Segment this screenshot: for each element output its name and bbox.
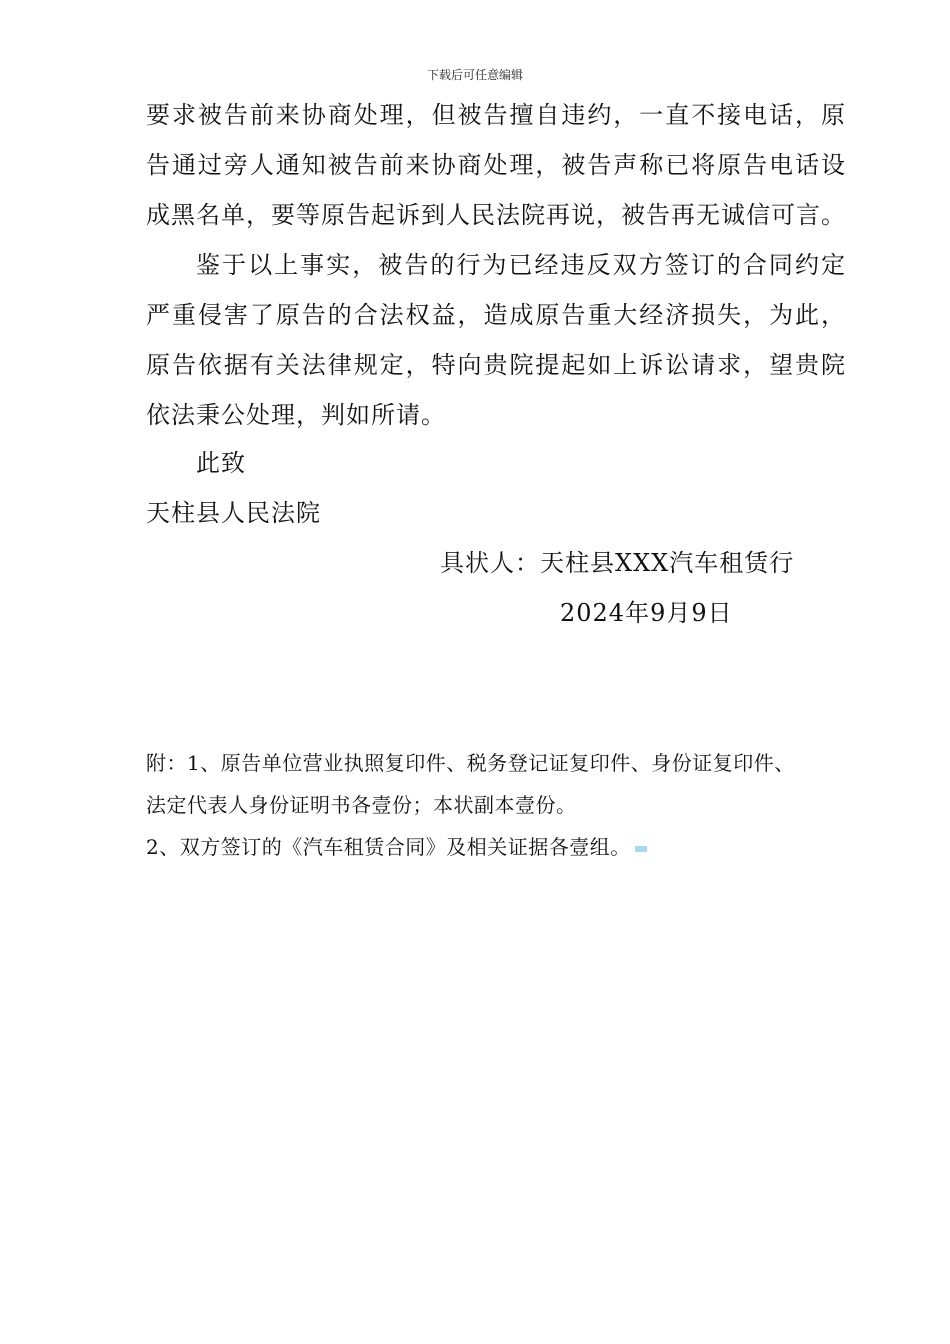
paragraph-continuation	[146, 90, 846, 240]
signer-line: 具状人：天柱县XXX汽车租赁行	[440, 549, 795, 577]
text-line: 要求被告前来协商处理，但被告擅自违约，一直不接电话，原	[146, 101, 846, 129]
page-header-note: 下载后可任意编辑	[426, 68, 523, 82]
salutation: 此致	[196, 449, 246, 477]
text-line: 严重侵害了原告的合法权益，造成原告重大经济损失，为此，	[146, 301, 846, 329]
document-date: 2024年9月9日	[560, 599, 733, 627]
attachment-line-2	[146, 826, 846, 868]
attachment-line: 附：1、原告单位营业执照复印件、税务登记证复印件、身份证复印件、	[146, 751, 795, 775]
court-name: 天柱县人民法院	[146, 499, 321, 527]
attachment-text: 2、双方签订的《汽车租赁合同》及相关证据各壹组。	[146, 835, 631, 859]
text-line: 依法秉公处理，判如所请。	[146, 401, 446, 429]
cursor-marker	[635, 846, 647, 852]
paragraph-conclusion	[146, 240, 846, 440]
attachment-line: 法定代表人身份证明书各壹份；本状副本壹份。	[146, 793, 577, 817]
text-line: 成黑名单，要等原告起诉到人民法院再说，被告再无诚信可言。	[146, 201, 846, 229]
text-line: 告通过旁人通知被告前来协商处理，被告声称已将原告电话设	[146, 151, 846, 179]
attachments-list	[146, 742, 846, 868]
text-line: 鉴于以上事实，被告的行为已经违反双方签订的合同约定	[196, 251, 846, 279]
text-line: 原告依据有关法律规定，特向贵院提起如上诉讼请求，望贵院	[146, 351, 846, 379]
